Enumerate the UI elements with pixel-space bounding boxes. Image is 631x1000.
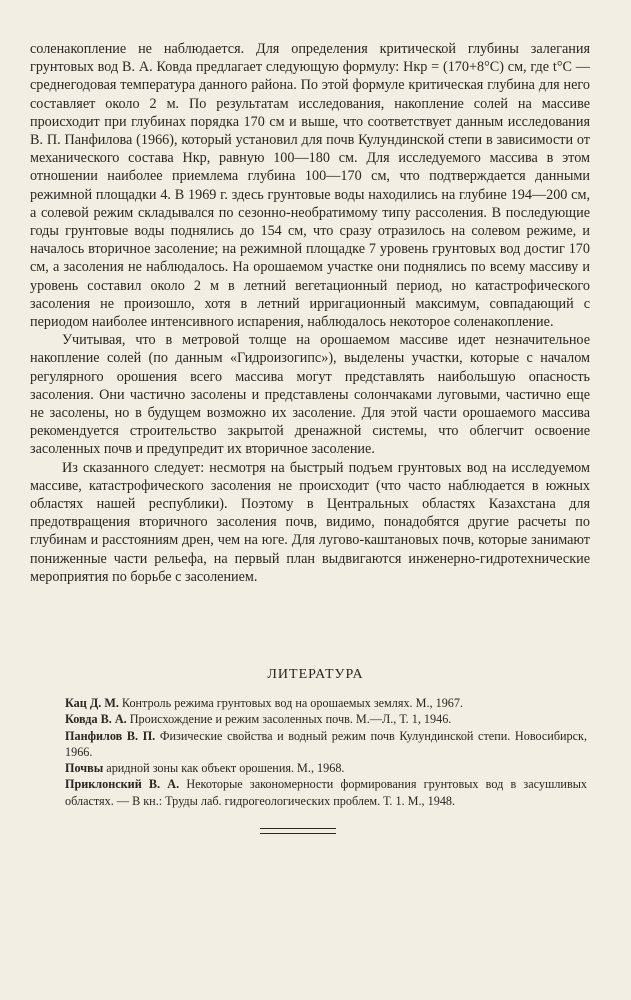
paragraph-1: соленакопление не наблюдается. Для определения критической глубины залегания грунтовых вод В. А. Ковда предлагает следующую формулу: Hкр = (170+8°С) см, где t°С — среднегодовая температура данного района. По этой формуле критическая глубина для него составляет около 2 м. По результатам исследования, накопление солей на массиве происходит при глубинах порядка 170 см и выше, что соответствует данным исследования В. П. Панфилова (1966), который установил для почв Кулундинской степи в зависимости от механического состава Hкр, равную 100—180 см. Для исследуемого массива в этом отношении наиболее приемлема глубина 100—170 см, что подтверждается данными режимной площадки 4. В 1969 г. здесь грунтовые воды находились на глубине 194—200 см, а солевой режим складывался по сезонно-необратимому типу рассоления. В последующие годы грунтовые воды поднялись до 154 см, что сразу отразилось на солевом режиме, и началось вторичное засоление; на режимной площадке 7 уровень грунтовых вод достиг 170 см, а засоления не наблюдалось. На орошаемом участке они поднялись по всему массиву и уровень составил около 2 м в летний вегетационный период, но катастрофического засоления не произошло, хотя в летний ирригационный максимум, совпадающий с периодом наиболее интенсивного испарения, наблюдалось некоторое соленакопление. (30, 41, 590, 331)
reference-item (65, 776, 587, 809)
paragraph-3: Из сказанного следует: несмотря на быстрый подъем грунтовых вод на исследуемом массиве, катастрофического засоления не происходит (что часто наблюдается в южных областях нашей республики). Поэтому в Центральных областях Казахстана для предотвращения вторичного засоления почв, видимо, понадобятся другие расчеты по глубинам и расстояниям дрен, чем на юге. Для лугово-каштановых почв, которые занимают пониженные части рельефа, на первый план выдвигаются инженерно-гидротехнические мероприятия по борьбе с засолением. (30, 459, 590, 585)
reference-text: Контроль режима грунтовых вод на орошаемых землях. М., 1967. (121, 696, 464, 710)
reference-item (65, 728, 587, 761)
literature-heading: ЛИТЕРАТУРА (267, 667, 364, 682)
reference-item (65, 711, 587, 727)
paragraph-2: Учитывая, что в метровой толще на орошаемом массиве идет незначительное накопление солей (по данным «Гидроизогипс»), выделены участки, которые с началом регулярного орошения всего массива могут представлять наибольшую опасность засоления. Они частично засолены и представлены солончаками луговыми, частично еще не засолены, но в будущем возможно их засоление. Для этой части орошаемого массива рекомендуется строительство закрытой дренажной системы, что облегчит освоение засоленных почв и предупредит их вторичное засоление. (30, 332, 590, 458)
reference-text: Физические свойства и водный режим почв Кулундинской степи. Новосибирск, 1966. (65, 728, 588, 759)
reference-author: Панфилов В. П. (65, 728, 156, 743)
body-text (30, 40, 590, 586)
end-rule-divider (260, 828, 336, 834)
reference-author: Кац Д. М. (65, 696, 119, 710)
reference-text: аридной зоны как объект орошения. М., 1968. (106, 761, 345, 776)
reference-author: Ковда В. А. (65, 712, 127, 727)
reference-text: Происхождение и режим засоленных почв. М.—Л., Т. 1, 1946. (129, 712, 452, 727)
reference-author: Приклонский В. А. (65, 777, 180, 792)
reference-author: Почвы (65, 761, 104, 776)
reference-item (65, 760, 587, 776)
reference-text: Некоторые закономерности формирования грунтовых вод в засушливых областях. — В кн.: Труды лаб. гидрогеологических проблем. Т. 1. М., 1948. (65, 777, 587, 808)
reference-list (65, 695, 587, 809)
reference-item (65, 695, 587, 711)
